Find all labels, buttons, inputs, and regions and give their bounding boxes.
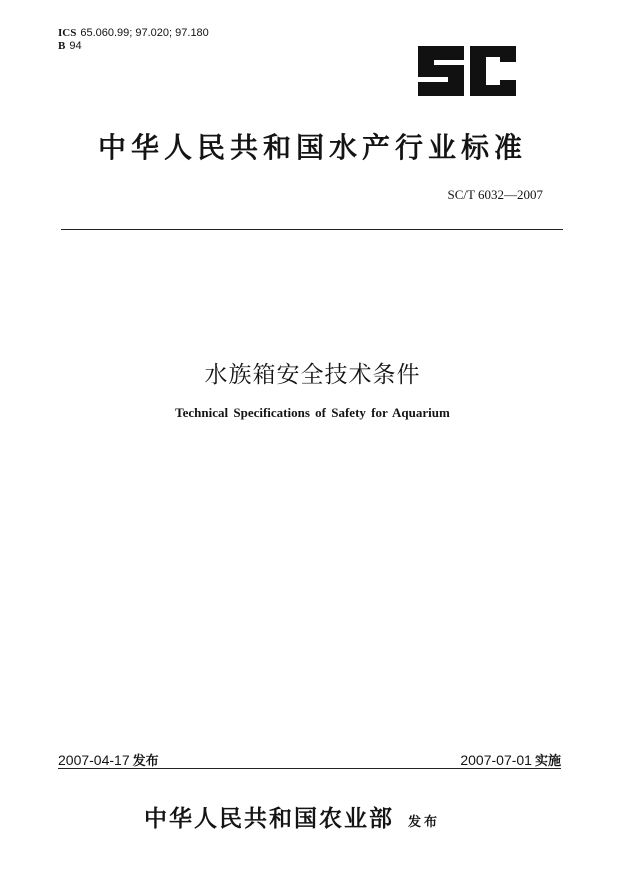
effective-label: 实施 [534, 754, 561, 769]
issue-word: 发布 [408, 815, 441, 830]
standard-number: SC/T 6032—2007 [447, 187, 543, 202]
issue-label: 发布 [132, 754, 159, 769]
sc-logo-icon [414, 44, 520, 98]
issue-date: 2007-04-17 [58, 752, 130, 768]
industry-standard-heading: 中华人民共和国水产行业标准 [97, 131, 527, 164]
sc-logo [414, 44, 520, 98]
effective-date-block [460, 750, 561, 769]
issuer-name: 中华人民共和国农业部 [144, 806, 394, 832]
ics-value: 65.060.99; 97.020; 97.180 [80, 27, 209, 39]
ccs-value: 94 [69, 40, 82, 52]
header-divider [61, 229, 563, 230]
ics-prefix: ICS [58, 27, 77, 39]
ccs-code [58, 40, 209, 53]
classification-codes [58, 27, 209, 53]
effective-date: 2007-07-01 [460, 752, 532, 768]
issue-date-block [58, 750, 159, 769]
ccs-prefix: B [58, 40, 66, 52]
document-title-english: Technical Specifications of Safety for Aquarium [175, 405, 450, 420]
issuing-authority [144, 800, 440, 833]
dates-row [58, 750, 561, 769]
document-title-chinese: 水族箱安全技术条件 [204, 362, 421, 388]
ics-code [58, 27, 209, 40]
